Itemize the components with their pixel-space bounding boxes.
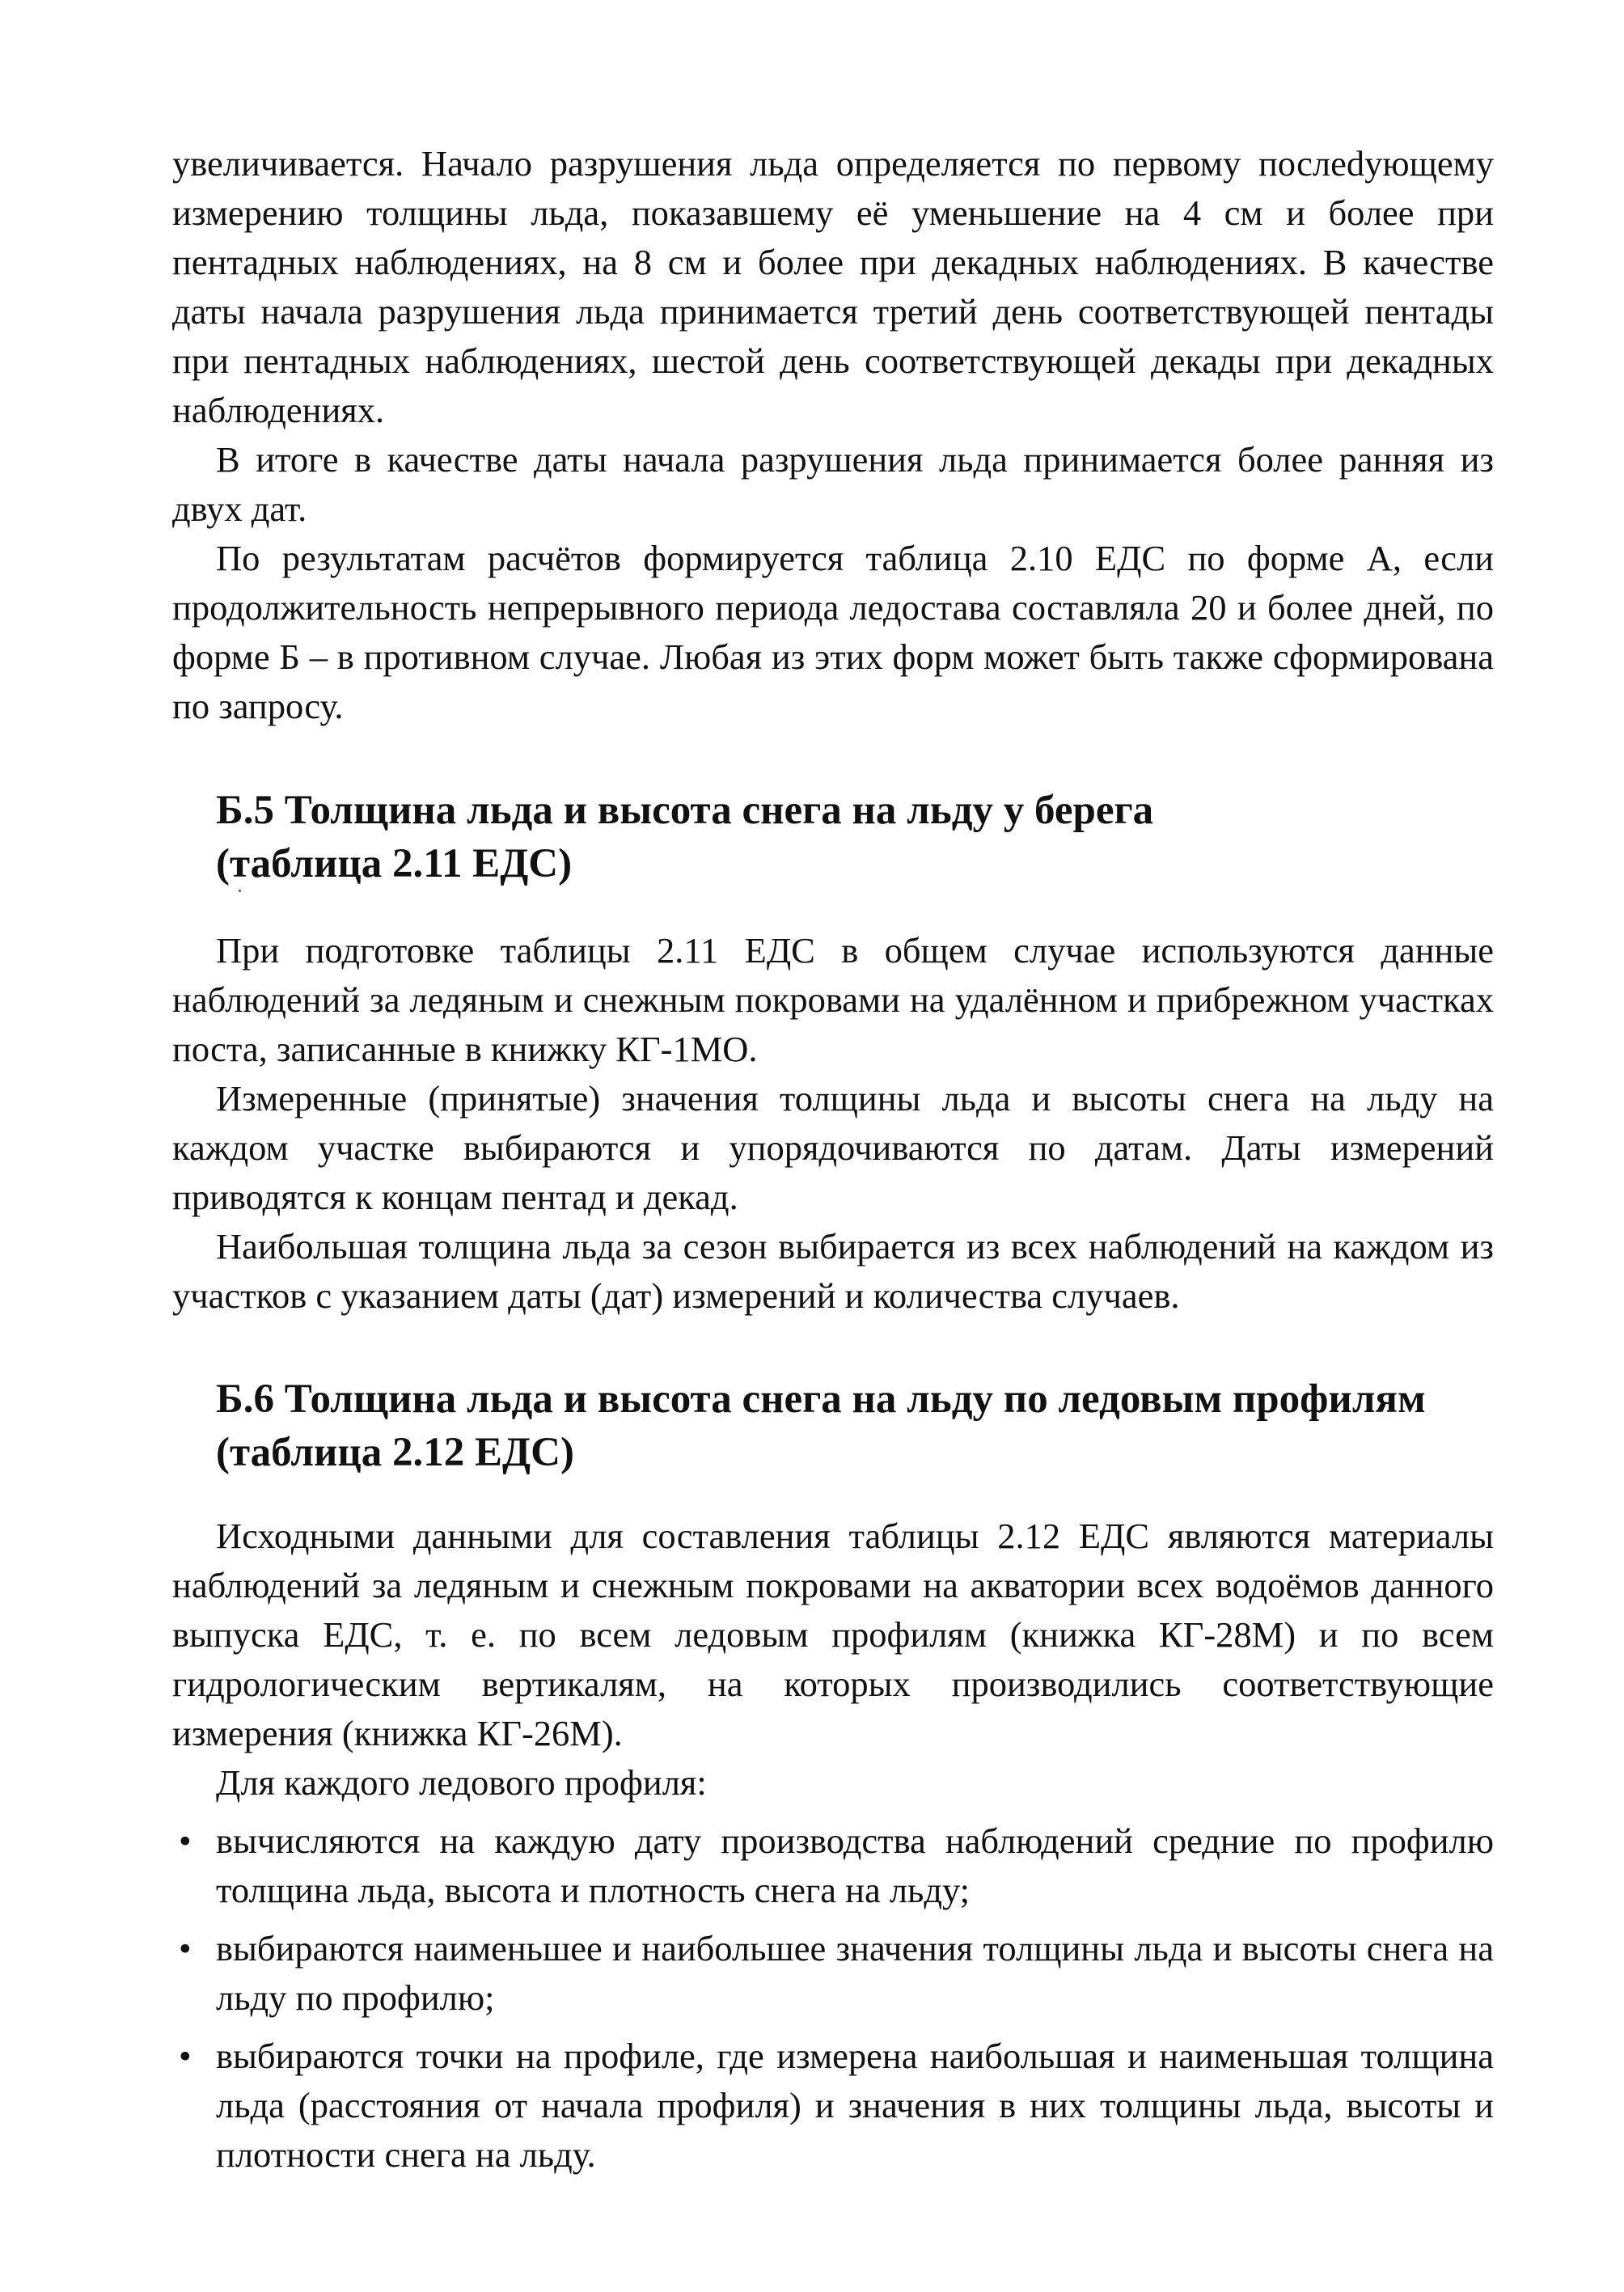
paragraph-b5-data-sources: При подготовке таблицы 2.11 ЕДС в общем случае используются данные наблюдений за ледяным и снежным покровами на удалённом и прибрежном участках поста, записанные в книжку КГ-1МО.	[172, 930, 1494, 1069]
list-item	[172, 1816, 1494, 1915]
paragraph-b6-source-data: Исходными данными для составления таблицы 2.12 ЕДС являются материалы наблюдений за ледяным и снежным покровами на акватории всех водоёмов данного выпуска ЕДС, т. е. по всем ледовым профилям (книжка КГ-28М) и по всем гидрологическим вертикалям, на которых производились соответствующие измерения (книжка КГ-26М).	[172, 1516, 1494, 1753]
list-item-text: выбираются наименьшее и наибольшее значения толщины льда и высоты снега на льду по профилю;	[216, 1928, 1494, 2018]
paragraph-ice-destruction-start: увеличивается. Начало разрушения льда определяется по первому послеdующему измерению толщины льда, показавшему её уменьшение на 4 см и более при пентадных наблюдениях, на 8 см и более при декадных наблюдениях. В качестве даты начала разрушения льда принимается третий день соответствующей пентады при пентадных наблюдениях, шестой день соответствующей декады при декадных наблюдениях.	[172, 143, 1494, 430]
section-b5-heading	[172, 784, 1494, 890]
section-b6-heading-line1: Б.6 Толщина льда и высота снега на льду по ледовым профилям	[216, 1376, 1426, 1422]
section-b5-heading-line2: (таблица 2.11 ЕДС)	[216, 841, 573, 886]
bullet-icon: •	[179, 1820, 192, 1861]
list-item-text: вычисляются на каждую дату производства наблюдений средние по профилю толщина льда, высота и плотность снега на льду;	[216, 1820, 1494, 1910]
section-b5-heading-line1: Б.5 Толщина льда и высота снега на льду у берега	[216, 788, 1154, 833]
section-b6-heading	[172, 1372, 1494, 1479]
bullet-icon: •	[179, 2036, 192, 2076]
list-item	[172, 2032, 1494, 2180]
document-page	[172, 139, 1494, 2180]
paragraph-table-2-10-forms: По результатам расчётов формируется таблица 2.10 ЕДС по форме А, если продолжительность непрерывного периода ледостава составляла 20 и более дней, по форме Б – в противном случае. Любая из этих форм может быть также сформирована по запросу.	[172, 538, 1494, 726]
scan-speck	[239, 890, 241, 892]
paragraph-earlier-date: В итоге в качестве даты начала разрушения льда принимается более ранняя из двух дат.	[172, 439, 1494, 529]
bullet-icon: •	[179, 1928, 192, 1968]
list-item	[172, 1924, 1494, 2023]
profile-steps-list	[172, 1816, 1494, 2180]
paragraph-b6-for-each-profile: Для каждого ледового профиля:	[216, 1762, 707, 1803]
paragraph-b5-measured-values: Измеренные (принятые) значения толщины льда и высоты снега на льду на каждом участке выбираются и упорядочиваются по датам. Даты измерений приводятся к концам пентад и декад.	[172, 1078, 1494, 1217]
list-item-text: выбираются точки на профиле, где измерена наибольшая и наименьшая толщина льда (расстояния от начала профиля) и значения в них толщины льда, высоты и плотности снега на льду.	[216, 2036, 1494, 2175]
paragraph-b5-max-thickness: Наибольшая толщина льда за сезон выбирается из всех наблюдений на каждом из участков с указанием даты (дат) измерений и количества случаев.	[172, 1226, 1494, 1316]
section-b6-heading-line2: (таблица 2.12 ЕДС)	[216, 1430, 574, 1475]
